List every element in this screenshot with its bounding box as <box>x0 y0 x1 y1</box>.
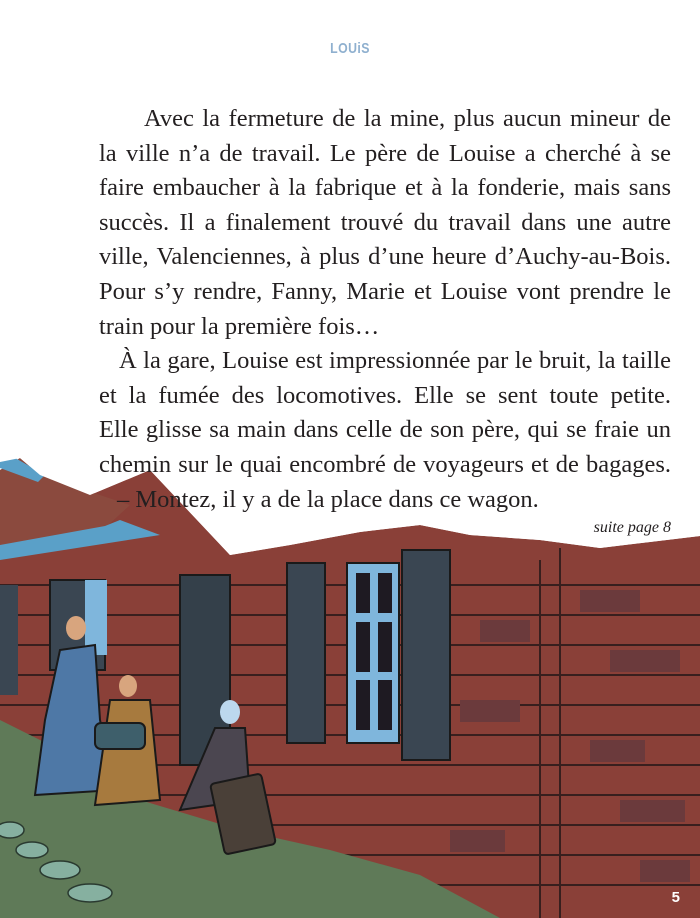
text-line: Avec la fermeture de la mine, plus aucun mineur de <box>144 105 671 132</box>
shutter-left <box>287 563 325 743</box>
girl-with-suitcase <box>180 700 276 855</box>
brick-wall <box>0 470 700 918</box>
woman-in-blue-dress <box>35 616 115 795</box>
page-number: 5 <box>671 889 680 906</box>
text-line: ville, Valenciennes, à plus d’une heure d’Auchy-au-Bois. <box>99 243 671 271</box>
text-line: Elle glisse sa main dans celle de son père, qui se fraie un <box>99 416 671 444</box>
text-line: succès. Il a finalement trouvé du travail dans une autre <box>99 208 671 236</box>
text-line: À la gare, Louise est impressionnée par le bruit, la taille <box>119 347 671 375</box>
chapter-title: LOUiS <box>330 40 370 57</box>
text-line: Pour s’y rendre, Fanny, Marie et Louise vont prendre le <box>99 277 671 305</box>
window <box>347 563 399 743</box>
continuation-note: suite page 8 <box>593 519 671 536</box>
text-line: train pour la première fois… <box>99 312 380 340</box>
door <box>180 575 230 765</box>
text-line: la ville n’a de travail. Le père de Louise a cherché à se <box>99 139 671 167</box>
text-line: faire embaucher à la fabrique et à la fonderie, mais sans <box>99 174 671 202</box>
girl-with-bundle <box>95 675 160 805</box>
shutter-right <box>402 550 450 760</box>
text-line: chemin sur le quai encombré de voyageurs et de bagages. <box>99 450 671 478</box>
chapter-header <box>63 40 637 57</box>
text-line: et la fumée des locomotives. Elle se sent toute petite. <box>99 381 671 409</box>
suitcase <box>210 773 276 854</box>
story-text <box>99 102 671 517</box>
dialogue-line: – Montez, il y a de la place dans ce wagon. <box>117 485 539 513</box>
grass-path <box>0 720 500 918</box>
